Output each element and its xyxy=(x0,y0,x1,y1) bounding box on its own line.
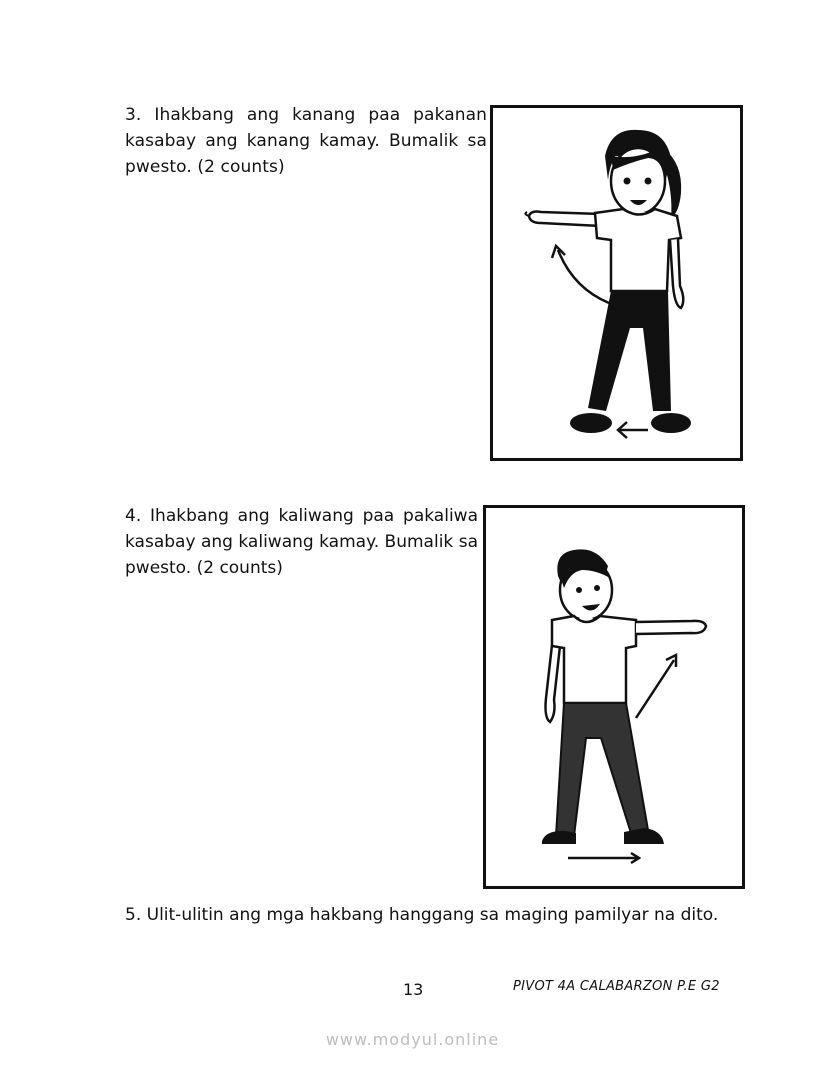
boy-step-left-illustration xyxy=(483,505,745,889)
step-4-instruction: 4. Ihakbang ang kaliwang paa pakaliwa kasabay ang kaliwang kamay. Bumalik sa pwesto. (2 counts) xyxy=(125,506,478,578)
boy-figure-drawing xyxy=(486,508,742,886)
module-code: PIVOT 4A CALABARZON P.E G2 xyxy=(513,979,720,994)
page-number: 13 xyxy=(403,980,424,999)
step-3-instruction: 3. Ihakbang ang kanang paa pakanan kasabay ang kanang kamay. Bumalik sa pwesto. (2 counts) xyxy=(125,105,487,177)
girl-figure-drawing xyxy=(493,108,740,458)
step-5-instruction: 5. Ulit-ulitin ang mga hakbang hanggang sa maging pamilyar na dito. xyxy=(125,905,719,925)
girl-step-right-illustration xyxy=(490,105,743,461)
watermark: www.modyul.online xyxy=(325,1030,500,1049)
